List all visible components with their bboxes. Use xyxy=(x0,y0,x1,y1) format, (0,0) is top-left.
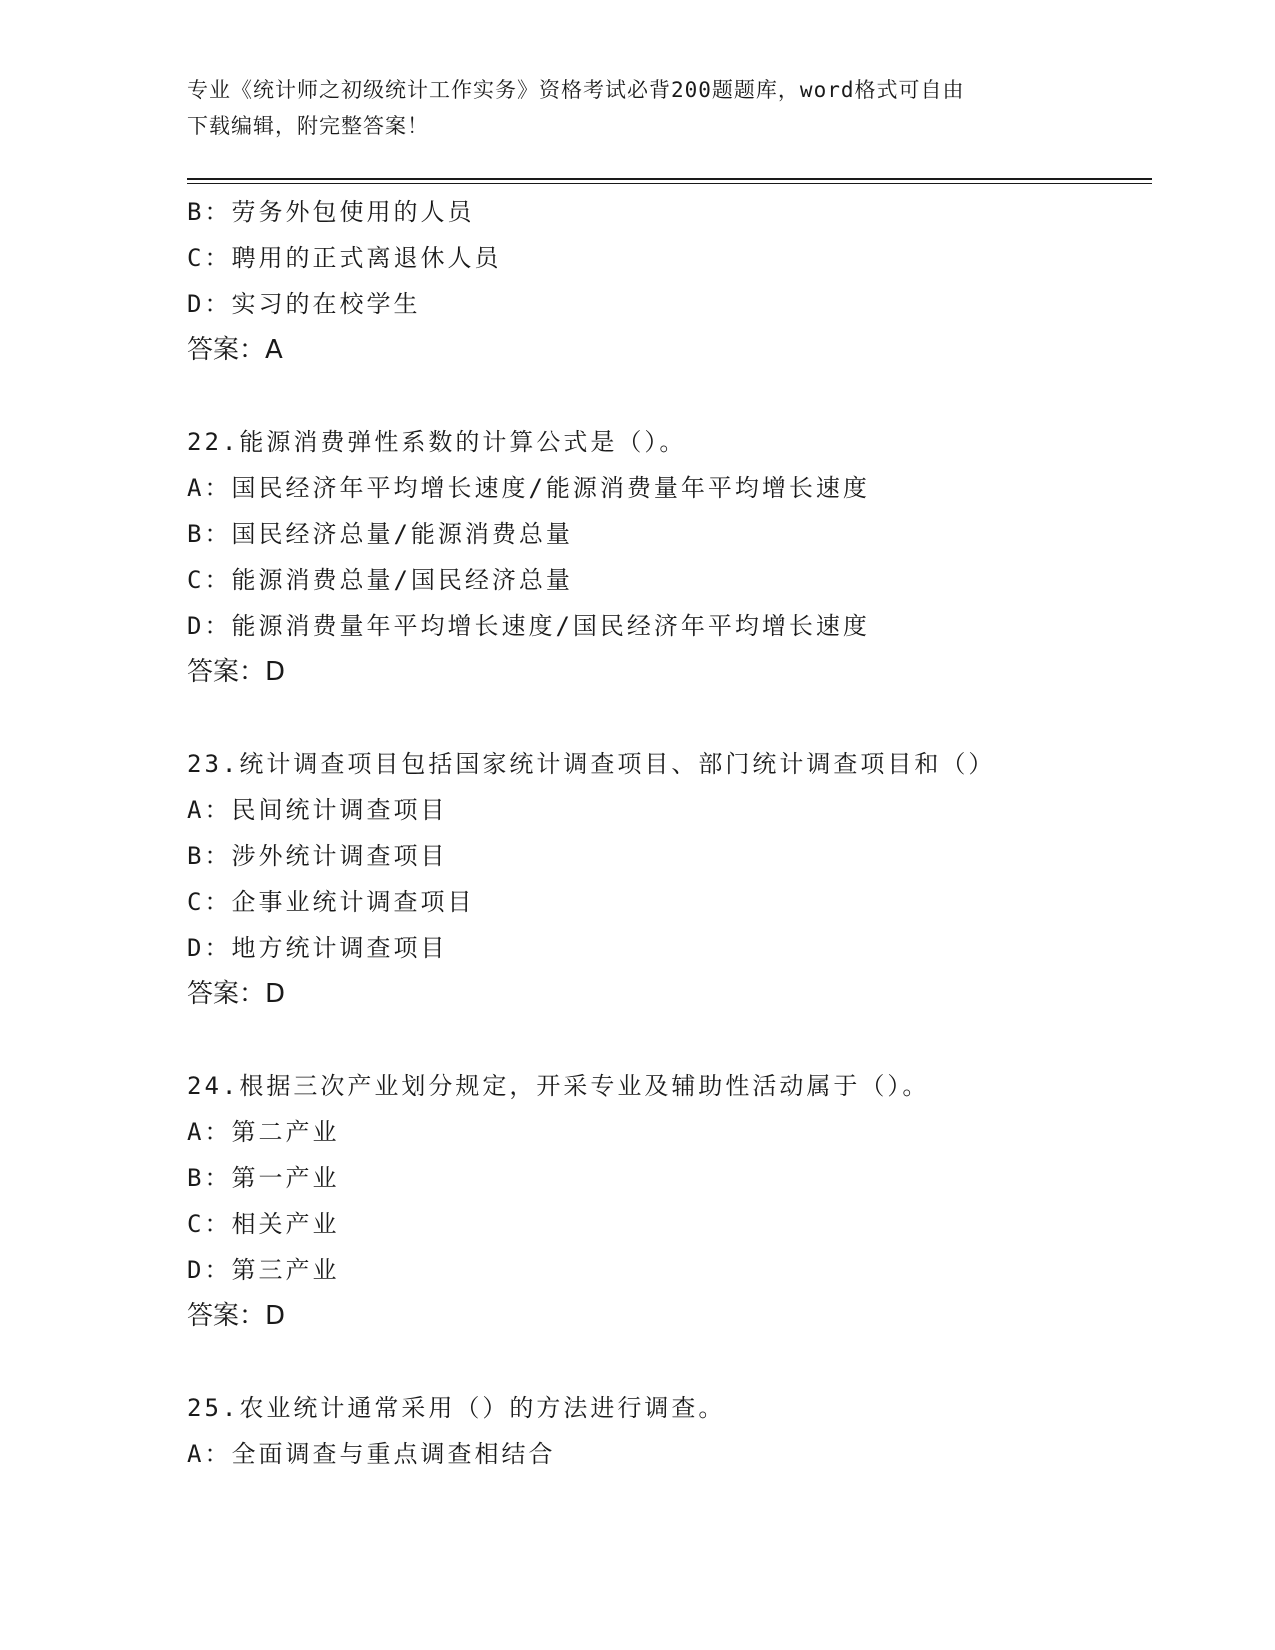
question-list xyxy=(187,189,1152,1477)
option-d: D：实习的在校学生 xyxy=(187,290,421,318)
question-stem: 24.根据三次产业划分规定，开采专业及辅助性活动属于（）。 xyxy=(187,1072,930,1100)
option-d: D：地方统计调查项目 xyxy=(187,934,448,962)
header-title-line-1: 专业《统计师之初级统计工作实务》资格考试必背200题题库，word格式可自由 xyxy=(187,78,965,102)
question-block-23 xyxy=(187,741,1152,1017)
answer-line: 答案：A xyxy=(187,335,283,365)
question-stem: 22.能源消费弹性系数的计算公式是（）。 xyxy=(187,428,687,456)
spacer xyxy=(187,373,1152,419)
answer-line: 答案：D xyxy=(187,979,286,1009)
option-a: A：国民经济年平均增长速度/能源消费量年平均增长速度 xyxy=(187,474,870,502)
answer-line: 答案：D xyxy=(187,657,286,687)
document-header xyxy=(187,72,1067,144)
header-divider-thick xyxy=(187,178,1152,180)
option-c: C：能源消费总量/国民经济总量 xyxy=(187,566,573,594)
question-block-22 xyxy=(187,419,1152,695)
option-a: A：全面调查与重点调查相结合 xyxy=(187,1440,556,1468)
option-d: D：能源消费量年平均增长速度/国民经济年平均增长速度 xyxy=(187,612,870,640)
question-block-24 xyxy=(187,1063,1152,1339)
option-b: B：涉外统计调查项目 xyxy=(187,842,448,870)
question-block-21 xyxy=(187,189,1152,373)
question-stem: 25.农业统计通常采用（）的方法进行调查。 xyxy=(187,1394,726,1422)
question-stem: 23.统计调查项目包括国家统计调查项目、部门统计调查项目和（） xyxy=(187,750,996,778)
spacer xyxy=(187,695,1152,741)
option-c: C：聘用的正式离退休人员 xyxy=(187,244,502,272)
option-c: C：企事业统计调查项目 xyxy=(187,888,475,916)
option-b: B：第一产业 xyxy=(187,1164,340,1192)
option-c: C：相关产业 xyxy=(187,1210,340,1238)
option-a: A：民间统计调查项目 xyxy=(187,796,448,824)
header-title-line-2: 下载编辑，附完整答案！ xyxy=(187,114,429,138)
option-b: B：国民经济总量/能源消费总量 xyxy=(187,520,573,548)
header-divider-thin xyxy=(187,183,1152,184)
spacer xyxy=(187,1339,1152,1385)
option-d: D：第三产业 xyxy=(187,1256,340,1284)
answer-line: 答案：D xyxy=(187,1301,286,1331)
spacer xyxy=(187,1017,1152,1063)
option-a: A：第二产业 xyxy=(187,1118,340,1146)
option-b: B：劳务外包使用的人员 xyxy=(187,198,475,226)
question-block-25 xyxy=(187,1385,1152,1477)
